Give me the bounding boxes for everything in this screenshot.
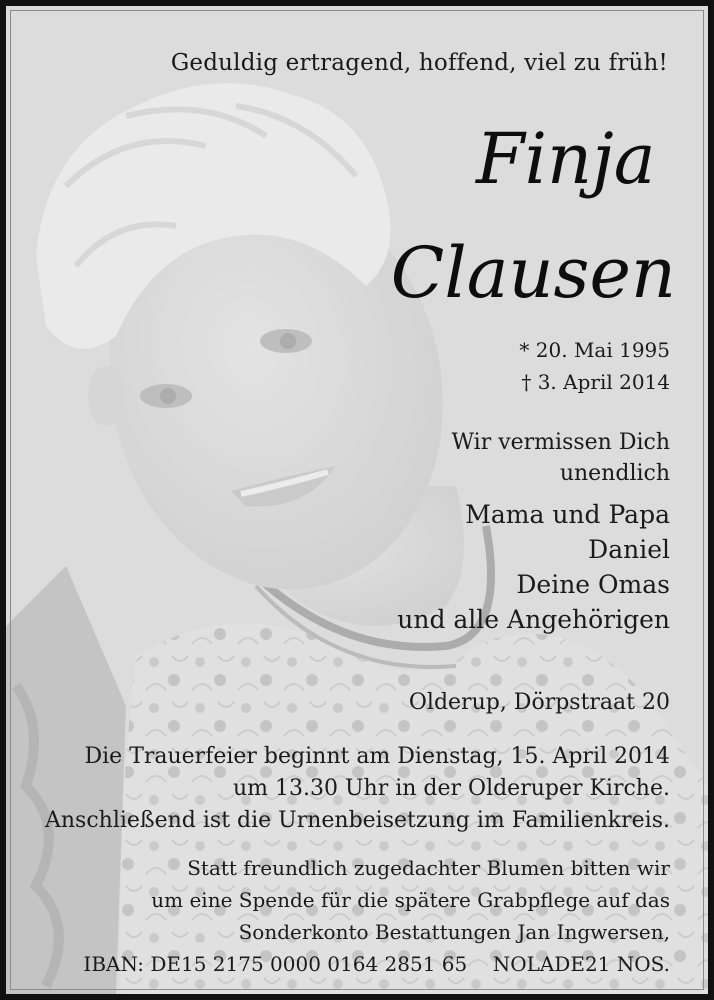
service-line-2: um 13.30 Uhr in der Olderuper Kirche. [233, 776, 670, 801]
last-name: Clausen [390, 232, 676, 314]
donation-line-3: Sonderkonto Bestattungen Jan Ingwersen, [238, 920, 670, 944]
donation-line-1: Statt freundlich zugedachter Blumen bitten wir [187, 856, 670, 880]
death-date: † 3. April 2014 [521, 370, 670, 394]
first-name: Finja [476, 118, 656, 200]
mourner-2: Daniel [588, 535, 670, 564]
mourner-3: Deine Omas [516, 570, 670, 599]
birth-date: * 20. Mai 1995 [519, 338, 670, 362]
epigraph: Geduldig ertragend, hoffend, viel zu früh! [170, 50, 668, 76]
mourning-line-1: Wir vermissen Dich [451, 430, 670, 455]
service-line-1: Die Trauerfeier beginnt am Dienstag, 15. April 2014 [84, 744, 670, 769]
mourner-4: und alle Angehörigen [397, 605, 670, 634]
address: Olderup, Dörpstraat 20 [408, 690, 670, 715]
mourning-line-2: unendlich [559, 461, 670, 486]
mourner-1: Mama und Papa [465, 500, 670, 529]
donation-line-2: um eine Spende für die spätere Grabpflege auf das [151, 888, 670, 912]
service-line-3: Anschließend ist die Urnenbeisetzung im Familienkreis. [44, 808, 670, 833]
bank-details: IBAN: DE15 2175 0000 0164 2851 65 NOLADE21 NOS. [83, 952, 670, 976]
